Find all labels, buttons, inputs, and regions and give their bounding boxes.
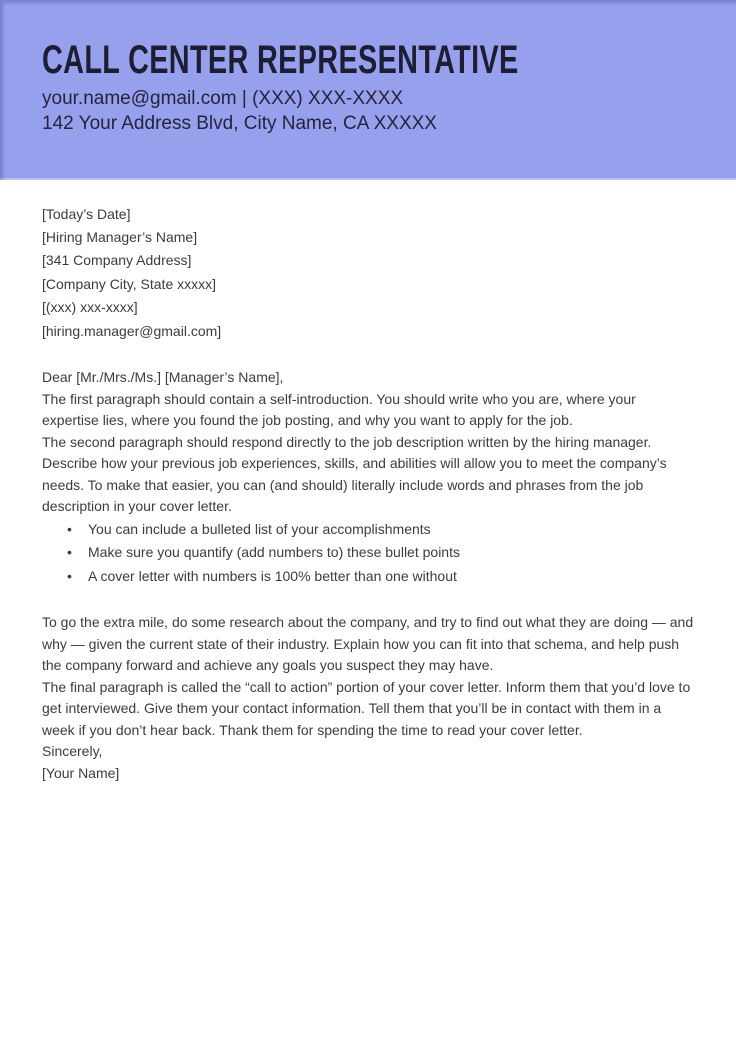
recipient-name: [Hiring Manager’s Name] [42, 228, 198, 245]
paragraph-research: To go the extra mile, do some research about the company, and try to find out what they are doing — and why — given the current state of their industry. Explain how you can fit into that schema, and help push the company forward and achieve any goals you suspect they may have. [42, 614, 694, 673]
recipient-block [42, 226, 694, 344]
paragraph-intro: The first paragraph should contain a self-introduction. You should write who you are, where your expertise lies, where you found the job posting, and why you want to apply for the job. [42, 390, 636, 428]
date-placeholder: [Today’s Date] [42, 206, 131, 222]
signature-placeholder: [Your Name] [42, 764, 120, 781]
recipient-address: [341 Company Address] [42, 252, 192, 268]
bullet-item: • You can include a bulleted list of your accomplishments [67, 518, 694, 542]
recipient-city-state: [Company City, State xxxxx] [42, 275, 217, 292]
closing: Sincerely, [42, 743, 103, 759]
paragraph-call-to-action: The final paragraph is called the “call to action” portion of your cover letter. Inform them that you’d love to get interviewed. Give them your contact information. Tell them that you’ll be in contact with them in a week if you don’t hear back. Thank them for spending the time to read your cover letter. [42, 678, 691, 738]
job-title: CALL CENTER REPRESENTATIVE [42, 38, 519, 82]
recipient-email: [hiring.manager@gmail.com] [42, 322, 222, 339]
letter-body [0, 180, 736, 784]
bullet-list [42, 518, 694, 589]
address-line: 142 Your Address Blvd, City Name, CA XXXXX [42, 113, 437, 134]
recipient-phone: [(xxx) xxx-xxxx] [42, 299, 138, 315]
bullet-item: • Make sure you quantify (add numbers to) these bullet points [67, 541, 694, 565]
letter-header [0, 0, 736, 180]
paragraph-experience: The second paragraph should respond directly to the job description written by the hiring manager. Describe how your previous job experiences, skills, and abilities will allow you to meet the company’s needs. To make that easier, you can (and should) literally include words and phrases from the job description in your cover letter. [42, 433, 667, 514]
contact-line: your.name@gmail.com | (XXX) XXX-XXXX [42, 88, 404, 109]
greeting: Dear [Mr./Mrs./Ms.] [Manager’s Name], [42, 369, 284, 385]
bullet-item: • A cover letter with numbers is 100% better than one without [67, 565, 694, 589]
